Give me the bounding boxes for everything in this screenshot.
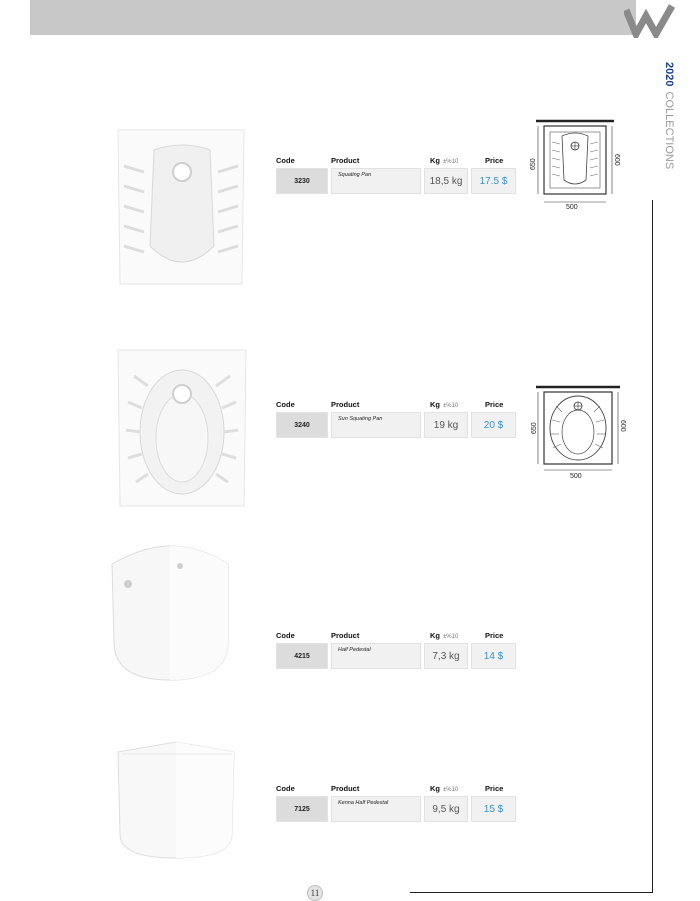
header-product: Product — [331, 400, 360, 409]
product-code: 4215 — [276, 643, 328, 669]
product-code: 7125 — [276, 796, 328, 822]
header-bar — [30, 0, 636, 35]
dim-width: 500 — [566, 204, 578, 211]
sun-squatting-pan-photo — [114, 346, 250, 508]
product-price: 14 $ — [471, 643, 516, 669]
header-kg: Kg ±%10 — [430, 784, 459, 793]
product-name: Half Pedestal — [331, 643, 421, 669]
product-weight: 7,3 kg — [424, 643, 468, 669]
dim-width: 500 — [570, 473, 582, 480]
header-product: Product — [331, 631, 360, 640]
dim-height-outer: 650 — [530, 158, 537, 170]
header-code: Code — [276, 784, 295, 793]
product-name: Squating Pan — [331, 168, 421, 194]
product-row — [276, 784, 516, 826]
side-rule — [652, 200, 653, 893]
header-price: Price — [485, 400, 504, 409]
svg-text:2020 COLLECTIONS — [663, 62, 675, 169]
technical-drawing — [526, 384, 626, 482]
squatting-pan-photo — [114, 126, 248, 286]
dim-height-inner: 600 — [613, 154, 620, 166]
header-kg: Kg ±%10 — [430, 631, 459, 640]
product-price: 15 $ — [471, 796, 516, 822]
header-code: Code — [276, 156, 295, 165]
header-price: Price — [485, 784, 504, 793]
header-kg: Kg ±%10 — [430, 400, 459, 409]
dim-height-inner: 600 — [619, 420, 626, 432]
header-price: Price — [485, 156, 504, 165]
product-row — [276, 400, 516, 442]
product-weight: 9,5 kg — [424, 796, 468, 822]
collection-year: 2020 — [663, 62, 675, 87]
product-code: 3240 — [276, 412, 328, 438]
header-product: Product — [331, 156, 360, 165]
brand-logo — [624, 4, 676, 38]
collection-word: COLLECTIONS — [663, 91, 675, 170]
product-weight: 18,5 kg — [424, 168, 468, 194]
technical-drawing — [522, 118, 622, 218]
product-weight: 19 kg — [424, 412, 468, 438]
product-row — [276, 156, 516, 198]
header-price: Price — [485, 631, 504, 640]
collection-label — [660, 60, 680, 200]
header-product: Product — [331, 784, 360, 793]
half-pedestal-photo — [104, 542, 236, 684]
page-number: 11 — [307, 885, 323, 901]
product-code: 3230 — [276, 168, 328, 194]
product-name: Kenna Half Pedestal — [331, 796, 421, 822]
header-code: Code — [276, 631, 295, 640]
product-row — [276, 631, 516, 673]
bottom-rule — [410, 892, 653, 893]
product-name: Sun Squating Pan — [331, 412, 421, 438]
header-code: Code — [276, 400, 295, 409]
kenna-half-pedestal-photo — [112, 738, 240, 862]
product-price: 20 $ — [471, 412, 516, 438]
product-price: 17.5 $ — [471, 168, 516, 194]
dim-height-outer: 650 — [531, 422, 538, 434]
header-kg: Kg ±%10 — [430, 156, 459, 165]
